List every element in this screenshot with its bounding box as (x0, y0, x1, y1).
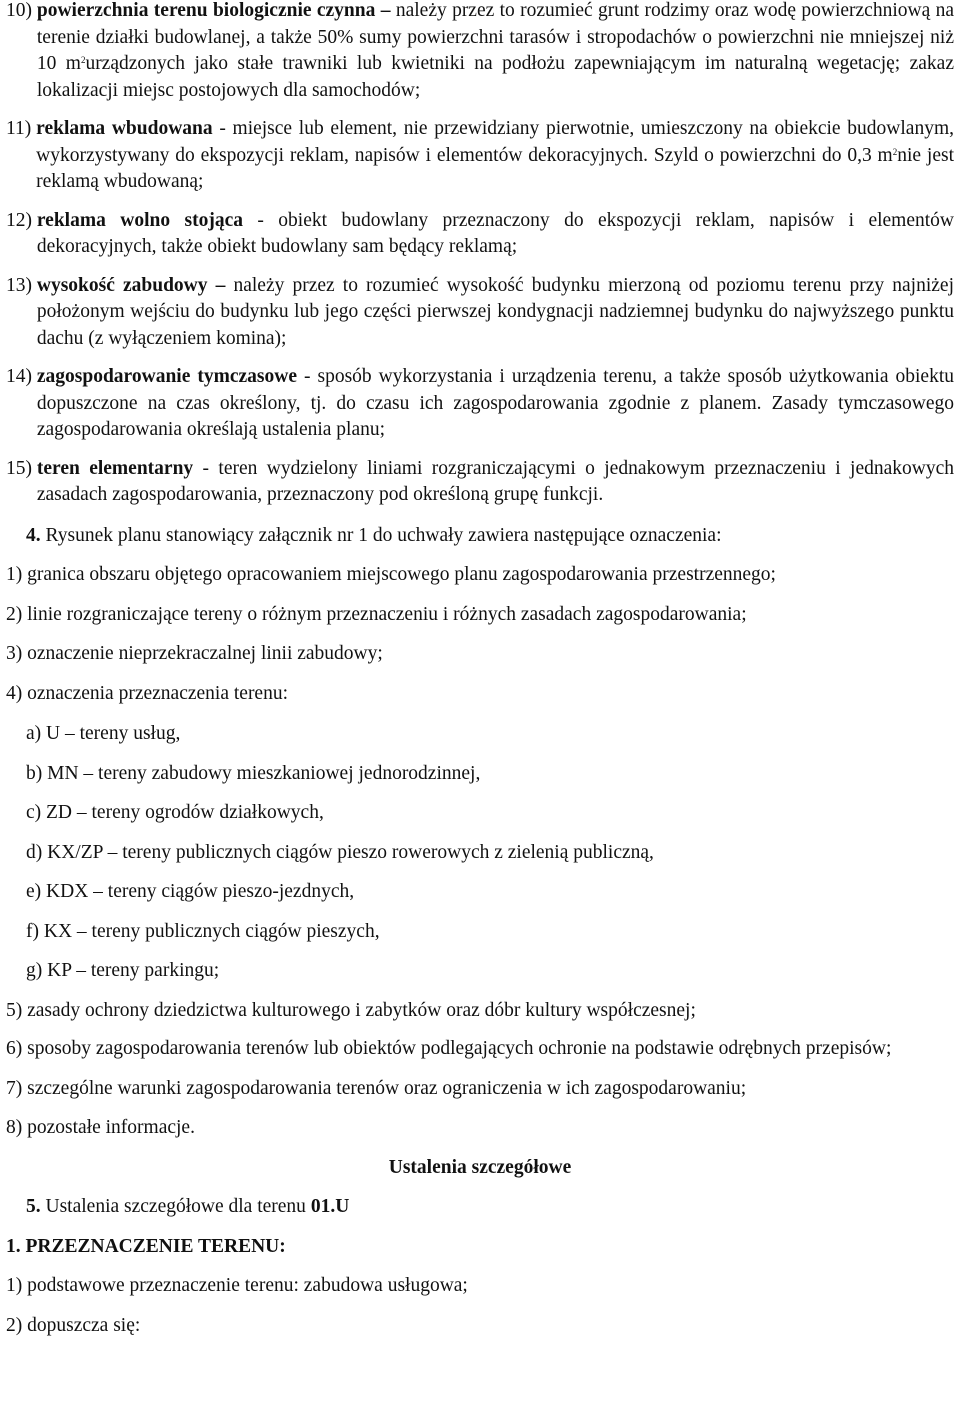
definition-term: teren elementarny (36, 457, 194, 479)
subheading (6, 1234, 954, 1261)
definition-term: reklama wolno stojąca (36, 209, 243, 231)
sublist-item: e) KDX – tereny ciągów pieszo-jezdnych, (26, 881, 355, 902)
superscript: 2 (80, 55, 86, 65)
paragraph-text: Ustalenia szczegółowe dla terenu (40, 1196, 311, 1217)
list-number: 6) (6, 1038, 28, 1059)
list-item: 1) granica obszaru objętego opracowaniem miejscowego planu zagospodarowania przestrzennego; (6, 564, 776, 585)
definition-number: 10) (6, 0, 37, 21)
definition-text: urządzonych jako stałe trawniki lub kwietniki na podłożu zapewniającym im naturalną wegetację; zakaz lokalizacji miejsc postojowych dla samochodów; (36, 53, 954, 101)
definition-term: wysokość zabudowy – (36, 274, 226, 296)
definition-number: 14) (6, 366, 37, 387)
list-item: 8) pozostałe informacje. (6, 1117, 195, 1138)
list-item (6, 1036, 954, 1063)
list-item: 3) oznaczenie nieprzekraczalnej linii zabudowy; (6, 643, 383, 664)
paragraph-sign: 4. (26, 524, 41, 546)
sublist-item: c) ZD – tereny ogrodów działkowych, (26, 802, 324, 823)
sublist-item: a) U – tereny usług, (26, 723, 181, 744)
list-item: 1) podstawowe przeznaczenie terenu: zabudowa usługowa; (6, 1275, 468, 1296)
definition-13 (6, 273, 954, 353)
definition-text: nie jest reklamą wbudowaną; (36, 144, 955, 192)
list-item: 5) zasady ochrony dziedzictwa kulturowego i zabytków oraz dóbr kultury współczesnej; (6, 999, 696, 1021)
definition-text: - miejsce lub element, nie przewidziany pierwotnie, umieszczony na obiekcie budowlanym, wykorzystywany do ekspozycji reklam, napisów i elementów dekoracyjnych. Szyld o powierzchni do 0,3 m (36, 118, 954, 166)
definition-15 (6, 456, 954, 509)
definition-10 (6, 0, 954, 104)
list-item: 2) linie rozgraniczające tereny o różnym przeznaczeniu i różnych zasadach zagospodarowania; (6, 603, 747, 625)
definition-term: powierzchnia terenu biologicznie czynna – (36, 0, 391, 21)
definition-11 (6, 116, 954, 196)
paragraph-sign: 5. (26, 1196, 41, 1217)
paragraph-intro: Rysunek planu stanowiący załącznik nr 1 do uchwały zawiera następujące oznaczenia: (40, 524, 722, 546)
definition-text: - obiekt budowlany przeznaczony do ekspozycji reklam, napisów i elementów dekoracyjnych, także obiekt budowlany sam będący reklamą; (36, 209, 954, 257)
paragraph-5 (6, 1194, 954, 1221)
definition-12 (6, 208, 954, 261)
definition-text: należy przez to rozumieć wysokość budynku mierzoną od poziomu terenu przy najniżej położonym wejściu do budynku lub jego części pierwszej kondygnacji nadziemnej budynku do najwyższego punktu dachu (z wyłączeniem komina); (36, 274, 954, 349)
definition-number: 13) (6, 274, 37, 296)
list-item: 4) oznaczenia przeznaczenia terenu: (6, 682, 289, 704)
paragraph-4 (6, 523, 954, 550)
definition-number: 12) (6, 209, 37, 231)
definition-number: 15) (6, 457, 37, 479)
section-title: Ustalenia szczegółowe (388, 1156, 572, 1178)
definition-text: należy przez to rozumieć grunt rodzimy oraz wodę powierzchniową na terenie działki budowlanej, a także 50% sumy powierzchni tarasów i stropodachów o powierzchni nie mniejszej niż 10 m (36, 0, 954, 74)
list-item: 2) dopuszcza się: (6, 1314, 141, 1336)
area-code: 01.U (310, 1196, 350, 1217)
list-item-text: sposoby zagospodarowania terenów lub obiektów podlegających ochronie na podstawie odrębnych przepisów; (27, 1038, 892, 1059)
superscript: 2 (892, 146, 898, 157)
subheading-text: 1. PRZEZNACZENIE TERENU: (6, 1235, 286, 1257)
sublist-item: d) KX/ZP – tereny publicznych ciągów pieszo rowerowych z zielenią publiczną, (26, 841, 654, 863)
definition-text: - sposób wykorzystania i urządzenia terenu, a także sposób użytkowania obiektu dopuszczone na czas określony, tj. do czasu ich zagospodarowania zgodnie z planem. Zasady tymczasowego zagospodarowania określają ustalenia planu; (36, 366, 954, 440)
definition-14 (6, 364, 954, 444)
list-item: 7) szczególne warunki zagospodarowania terenów oraz ograniczenia w ich zagospodarowaniu; (6, 1077, 747, 1099)
definition-number: 11) (6, 118, 37, 139)
sublist-item: f) KX – tereny publicznych ciągów pieszych, (26, 920, 380, 942)
definition-term: reklama wbudowana (36, 118, 213, 139)
definition-term: zagospodarowanie tymczasowe (36, 366, 297, 387)
sublist-item: g) KP – tereny parkingu; (26, 960, 220, 981)
definition-text: - teren wydzielony liniami rozgraniczającymi o jednakowym przeznaczeniu i jednakowych zasadach zagospodarowania, przeznaczony pod określoną grupę funkcji. (36, 457, 954, 505)
sublist-item: b) MN – tereny zabudowy mieszkaniowej jednorodzinnej, (26, 762, 481, 784)
